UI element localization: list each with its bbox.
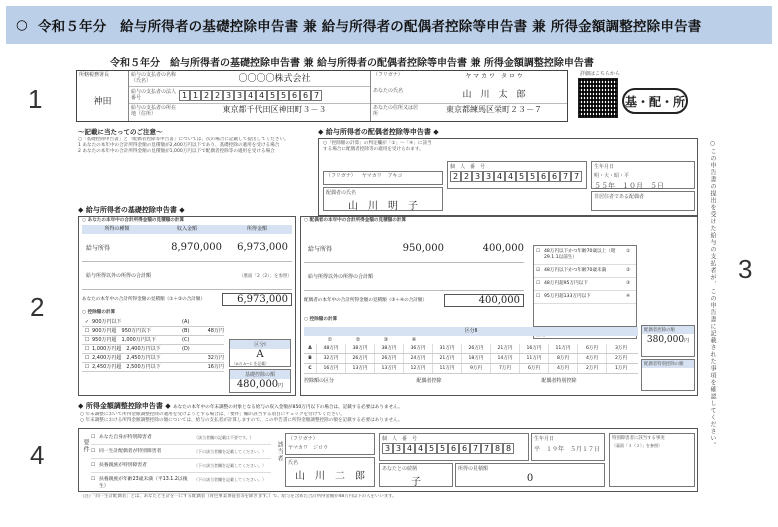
your-name[interactable]: 山 川 太 郎 (462, 90, 526, 100)
table-cell: 6万円 (577, 344, 606, 353)
spouse-number[interactable] (448, 171, 586, 182)
income-range: 900万円以下 (92, 319, 122, 325)
checkbox-icon[interactable]: ☐ (84, 364, 90, 370)
digit-cell[interactable]: 6 (448, 443, 459, 454)
spouse-deduction[interactable]: 380,000 (646, 335, 685, 345)
col-income: 収入金額 (176, 226, 197, 232)
spouse-birth[interactable]: ５５年 １０月 ５日 (594, 182, 664, 190)
basic-calc-head: ○ 控除額の計算 (82, 310, 116, 315)
digit-cell[interactable]: 2 (212, 90, 223, 101)
table-cell: 18万円 (461, 354, 490, 363)
digit-cell[interactable]: 4 (245, 90, 256, 101)
digit-cell[interactable]: 5 (278, 90, 289, 101)
digit-cell[interactable]: 3 (472, 171, 483, 182)
basic-total[interactable]: 6,973,000 (222, 293, 292, 306)
spouse-deduction-label: 配偶者控除の額 (642, 326, 694, 334)
requirement-text: 同一生計配偶者が特別障害者 (99, 449, 162, 454)
requirement-text: あなた自身が特別障害者 (99, 435, 152, 440)
adjust-birth-label: 生年月日 (534, 436, 555, 442)
spouse-salary-label: 給与所得 (308, 246, 333, 253)
adjust-relation[interactable]: 子 (411, 477, 421, 488)
spouse-total-row (304, 291, 524, 309)
table-cell: 32万円 (316, 354, 345, 363)
table-cell: 4万円 (548, 364, 577, 373)
adjust-name-box (285, 457, 375, 487)
digit-cell[interactable]: 8 (492, 443, 503, 454)
digit-cell[interactable]: 5 (437, 443, 448, 454)
judge-text: 48万円以下かつ年齢70歳以上（昭29.1.1以前生） (544, 249, 616, 260)
row-mark: (C) (182, 337, 190, 343)
table-cell: 21万円 (490, 344, 519, 353)
other-note: （裏面「2（2）」を参照） (239, 273, 292, 279)
furigana-value[interactable]: ヤ マ カ ワ タ ロ ウ (465, 73, 523, 80)
judge-mark: ① (626, 249, 631, 254)
adjust-head: ◆ 所得金額調整控除申告書 ◆ (78, 402, 171, 410)
digit-cell[interactable]: 7 (470, 443, 481, 454)
spouse-table-row (304, 354, 638, 364)
basic-calc-row (82, 318, 224, 327)
judge-mark: ③ (626, 281, 631, 286)
row-amount (196, 345, 224, 353)
requirement-text: 扶養親族が特別障害者 (99, 463, 147, 468)
digit-cell[interactable]: 4 (505, 171, 516, 182)
adjust-birth-box (531, 433, 605, 461)
spouse-salary-amount[interactable]: 400,000 (482, 243, 524, 254)
spouse-birth-label: 生年月日 (594, 164, 615, 170)
spouse-birth-era: 明・大・昭・平 (594, 173, 630, 179)
furigana-label: （フリガナ） (373, 72, 403, 78)
salary-income[interactable]: 8,970,000 (171, 242, 222, 253)
table-cell: 24万円 (403, 354, 432, 363)
digit-cell[interactable]: 5 (527, 171, 538, 182)
basic-income-head: ○ あなたの本年中の合計所得金額の見積額の計算 (82, 218, 185, 223)
digit-cell[interactable]: 3 (382, 443, 393, 454)
spouse-furigana-label: （フリガナ） (326, 173, 356, 179)
special-note: （裏面「３（２）」を参照） (612, 443, 662, 448)
checkbox-icon[interactable]: ☐ (84, 346, 90, 352)
adjust-panel (78, 428, 698, 492)
income-range: 1,000万円超 2,400万円以下 (92, 346, 161, 352)
table-cell: 2万円 (577, 364, 606, 373)
table-cell: 6万円 (519, 364, 548, 373)
table-head-label: 区分Ⅱ (464, 328, 478, 334)
basic-deduction-label: 基礎控除の額 (230, 370, 290, 379)
kubun1-box (229, 339, 291, 367)
qr-label: 詳細はこちらから (580, 71, 621, 77)
table-cell: 8万円 (548, 354, 577, 363)
requirement-row (91, 459, 271, 473)
table-cell: 31万円 (432, 344, 461, 353)
spouse-income-panel (300, 216, 698, 396)
spouse-name-box (323, 187, 443, 211)
requirement-checkbox-icon[interactable]: ☐ (91, 449, 96, 454)
digit-cell[interactable]: 4 (256, 90, 267, 101)
employer-addr[interactable]: 東京都千代田区神田町３－３ (222, 105, 327, 114)
spouse-furigana-family[interactable]: ヤマカワ (361, 173, 382, 179)
note-line: 1 あなたの本年中の合計所得金額の見積額が2,400万円以下であり、基礎控除の適用を受ける場合 (78, 143, 280, 148)
digit-cell[interactable]: 5 (267, 90, 278, 101)
judge-checkbox-icon[interactable]: ☐ (536, 294, 541, 299)
spouse-number-box (447, 161, 587, 189)
col-spacer (304, 336, 316, 344)
adjust-heading (78, 401, 698, 411)
other-label: 給与所得以外の所得の合計額 (86, 273, 152, 279)
requirement-row (91, 431, 271, 445)
judge-text: 48万円以下かつ年齢70歳未満 (544, 268, 607, 273)
spouse-special-label: 配偶者特別控除の額 (642, 360, 694, 368)
requirement-note: （下の該当者欄を記載してください。） (194, 477, 266, 482)
spouse-calc-head: ○ 控除額の計算 (304, 317, 338, 322)
office-value[interactable]: 神田 (93, 97, 112, 107)
spouse-calc-table (304, 327, 638, 386)
row-amount (196, 336, 224, 344)
office-label: 所轄税務署長 (79, 72, 110, 78)
digit-cell[interactable]: 7 (571, 171, 582, 182)
spouse-furigana-box (323, 171, 443, 185)
marker-2: 2 (30, 292, 45, 322)
judge-checkbox-icon[interactable]: ☐ (536, 249, 541, 254)
digit-cell[interactable]: 6 (549, 171, 560, 182)
office-cell (77, 71, 129, 121)
digit-cell[interactable]: 3 (223, 90, 234, 101)
table-cell: 9万円 (461, 364, 490, 373)
marker-1: 1 (28, 84, 43, 114)
adjust-number-label: 個 人 番 号 (382, 436, 418, 442)
table-col: ③ (383, 337, 389, 343)
spouse-resident-box (591, 191, 695, 211)
row-mark (182, 354, 196, 362)
digit-cell[interactable]: 4 (494, 171, 505, 182)
table-cell: 16万円 (519, 344, 548, 353)
notes-block (78, 137, 310, 197)
income-range: 2,450万円超 2,500万円以下 (92, 364, 161, 370)
special-head: 特別障害者に該当する事実 (612, 436, 665, 441)
table-cell: 3万円 (606, 344, 635, 353)
corp-number-label: 給与の支払者の法人番号 (131, 89, 177, 101)
table-cell: 11万円 (548, 344, 577, 353)
digit-cell[interactable]: 7 (560, 171, 571, 182)
checkbox-icon[interactable]: ✓ (84, 319, 90, 325)
table-cell: 36万円 (403, 344, 432, 353)
digit-cell[interactable]: 5 (426, 443, 437, 454)
income-range: 950万円超 1,000万円以下 (92, 337, 156, 343)
table-cell: 11万円 (519, 354, 548, 363)
judge-row (534, 291, 636, 304)
spouse-name[interactable]: 山 川 明 子 (348, 201, 418, 212)
employer-name[interactable]: 〇〇〇〇株式会社 (238, 74, 311, 84)
col-amount: 所得金額 (246, 226, 267, 232)
row-mark: (D) (182, 346, 190, 352)
form-title: 令和５年分 給与所得者の基礎控除申告書 兼 給与所得者の配偶者控除等申告書 兼 所得金額調整控除申告書 (110, 58, 594, 69)
spouse-deduction-box (641, 325, 695, 357)
income-range: 2,400万円超 2,450万円以下 (92, 355, 161, 361)
marker-4: 4 (30, 440, 45, 470)
adjust-income-box (455, 463, 605, 487)
spouse-furigana-given[interactable]: アキコ (387, 173, 403, 179)
spouse-salary-income[interactable]: 950,000 (402, 243, 444, 254)
table-cell: 21万円 (432, 354, 461, 363)
qr-code-icon[interactable] (578, 78, 618, 118)
spouse-resident-label: 非居住者である配偶者 (594, 194, 645, 200)
basic-deduction-box (229, 369, 291, 393)
row-mark: (B) (182, 328, 190, 334)
taxpayer-cell (371, 71, 567, 121)
your-addr[interactable]: 東京都練馬区栄町２３－７ (446, 105, 542, 114)
judge-checkbox-icon[interactable]: ☑ (536, 268, 541, 273)
checkbox-icon[interactable]: ☐ (84, 355, 90, 361)
target-label: 該当者 (276, 441, 283, 462)
spouse-table-row (304, 364, 638, 374)
table-cell: 26万円 (345, 354, 374, 363)
kubun1-note: （Aの A～C を記載） (232, 361, 269, 366)
requirement-list (91, 431, 271, 494)
adjust-income[interactable]: 0 (526, 473, 534, 484)
digit-cell[interactable]: 1 (190, 90, 201, 101)
basic-heading: ◆ 給与所得者の基礎控除申告書 ◆ (78, 206, 185, 214)
digit-cell[interactable]: 4 (404, 443, 415, 454)
kubun1-label: 区分Ⅰ (230, 340, 290, 349)
digit-cell[interactable]: 7 (481, 443, 492, 454)
title-banner (6, 6, 772, 44)
category-col: 配偶者控除 (416, 378, 442, 384)
judge-checkbox-icon[interactable]: ☐ (536, 281, 541, 286)
requirement-row (91, 445, 271, 459)
spouse-heading: ◆ 給与所得者の配偶者控除等申告書 ◆ (318, 128, 439, 136)
requirement-note: （下の該当者欄を記載してください。） (194, 463, 266, 468)
adjust-number-box (379, 433, 529, 461)
requirement-note: （下の該当者欄を記載してください。） (194, 449, 266, 454)
digit-cell[interactable]: 6 (289, 90, 300, 101)
row-amount: 16万円 (207, 364, 224, 370)
adjust-notes (80, 412, 700, 424)
basic-calc-row (82, 354, 224, 363)
banner-text: 令和５年分 給与所得者の基礎控除申告書 兼 給与所得者の配偶者控除等申告書 兼 所得金額調整控除申告書 (37, 19, 702, 35)
judge-text: 48万円超95万円以下 (544, 281, 588, 286)
adjust-note: ○ 年末調整において所得金額調整控除の適用を受けようとする場合は、「要件」欄の該当する項目にチェックを付けてください。 (80, 412, 345, 417)
salary-label: 給与所得 (86, 245, 111, 252)
adjust-birth[interactable]: 平 １９年 ５月１７日 (534, 446, 601, 453)
kubun1-value[interactable]: A (256, 349, 264, 360)
digit-cell[interactable]: 1 (179, 90, 190, 101)
table-cell: 14万円 (490, 354, 519, 363)
judge-mark: ② (626, 268, 631, 273)
adjust-furigana-label: （フリガナ） (288, 436, 318, 442)
spouse-total-label: 配偶者の本年中の合計所得金額の見積額（③＋④の合計額） (304, 298, 428, 303)
other-row (82, 262, 292, 290)
table-cell: 7万円 (490, 364, 519, 373)
col-type: 所得の種類 (104, 226, 130, 232)
req-label: 要件 (82, 439, 89, 453)
employer-addr-label: 給与の支払者の所在地（住所） (131, 105, 177, 117)
requirement-checkbox-icon[interactable]: ☐ (91, 463, 96, 468)
row-amount (196, 318, 224, 326)
row-amount: 32万円 (207, 355, 224, 361)
form-type-badge: 基・配・所 (622, 88, 688, 114)
judge-text: 95万円超133万円以下 (544, 294, 591, 299)
digit-cell[interactable]: 5 (516, 171, 527, 182)
table-cell: 26万円 (374, 354, 403, 363)
digit-cell[interactable]: 7 (311, 90, 322, 101)
judge-mark: ④ (626, 294, 631, 299)
digit-cell[interactable]: 3 (234, 90, 245, 101)
category-col: 配偶者特別控除 (541, 378, 577, 384)
judge-row (534, 278, 636, 291)
salary-row (82, 234, 292, 262)
digit-cell[interactable]: 3 (393, 443, 404, 454)
table-cell: 13万円 (345, 364, 374, 373)
spouse-special-box (641, 359, 695, 391)
spouse-income-head: ○ 配偶者の本年中の合計所得金額の見積額の計算 (304, 218, 407, 223)
spouse-birth-box (591, 161, 695, 189)
spouse-info-panel (318, 138, 698, 216)
spouse-table-row (304, 344, 638, 354)
adjust-number[interactable] (380, 443, 528, 454)
row-mark: (A) (182, 319, 190, 325)
adjust-footer: （注）「同一生計配偶者」とは、あなたと生計を一にする配偶者（青色事業専従者等を除きます。）で、給与を含めた合計所得金額が48万円以下の人をいいます。 (80, 494, 397, 499)
spouse-other-label: 給与所得以外の所得の合計額 (308, 274, 374, 280)
table-cell: 26万円 (461, 344, 490, 353)
digit-cell[interactable]: 2 (201, 90, 212, 101)
row-key: C (308, 366, 312, 371)
table-col: ② (355, 337, 361, 343)
basic-calc-row (82, 345, 224, 354)
notes-heading: ～記載に当たってのご注意～ (78, 128, 163, 136)
requirement-checkbox-icon[interactable]: ☐ (91, 477, 96, 482)
adjust-furigana-box (285, 433, 375, 455)
note-line: 2 あなたの本年中の合計所得金額の見積額が1,000万円以下で配偶者控除等の適用を受ける場合 (78, 149, 275, 154)
requirement-note: （該当者欄の記載は不要です。） (194, 435, 254, 440)
digit-cell[interactable]: 6 (538, 171, 549, 182)
requirement-row (91, 473, 271, 494)
spouse-other-row (304, 263, 524, 291)
side-note: ○この申告書の提出を受けた給与の支払者が、この申告書に記載された事項を確認してください。 (709, 140, 716, 449)
table-cell: 48万円 (316, 344, 345, 353)
digit-cell[interactable]: 2 (450, 171, 461, 182)
marker-3: 3 (738, 254, 753, 284)
category-label: 控除額の区分 (304, 378, 335, 384)
judge-row (534, 246, 636, 265)
basic-calc-table (82, 318, 224, 372)
spouse-total[interactable]: 400,000 (444, 294, 524, 307)
yen-unit: 円 (278, 383, 284, 389)
digit-cell[interactable]: 6 (300, 90, 311, 101)
spouse-name-label: 配偶者の氏名 (326, 190, 357, 196)
basic-deduction[interactable]: 480,000 (236, 379, 279, 390)
table-cell: 38万円 (345, 344, 374, 353)
spouse-salary-row (304, 235, 524, 263)
adjust-name[interactable]: 山 川 二 郎 (295, 471, 365, 482)
basic-panel (78, 216, 296, 396)
spouse-table-head (304, 327, 638, 336)
digit-cell[interactable]: 8 (503, 443, 514, 454)
note-line: ○「基礎控除申告書」と「配偶者控除等申告書」については、次の場合に記載して提出してください。 (78, 137, 289, 142)
table-cell: 12万円 (403, 364, 432, 373)
adjust-name-label: 氏名 (288, 460, 299, 466)
digit-cell[interactable]: 3 (483, 171, 494, 182)
adjust-relation-box (379, 463, 453, 487)
adjust-note: ○ 年末調整における所得金額調整控除の額については、給与の支払者が計算しますので、この申告書に所得金額調整控除の額を記載する必要はありません。 (80, 418, 403, 423)
table-col: ④ (411, 337, 417, 343)
spouse-yen: 円 (684, 338, 690, 344)
judge-row (534, 265, 636, 278)
adjust-furigana[interactable]: ヤマカワ ジロウ (288, 445, 329, 451)
basic-calc-row (82, 327, 224, 336)
row-mark (182, 363, 196, 371)
salary-amount[interactable]: 6,973,000 (237, 242, 288, 253)
basic-calc-row (82, 363, 224, 372)
requirement-text: 扶養親族が年齢23歳未満（平13.1.2以後生） (99, 477, 188, 489)
your-name-label: あなたの氏名 (373, 88, 404, 94)
spouse-table-cols (304, 336, 638, 344)
table-col: ① (327, 337, 333, 343)
basic-calc-row (82, 336, 224, 345)
spouse-note: ○「控除額の計算」の判定欄が「①」～「④」に該当する場合に配偶者控除等の適用を受けられます。 (323, 141, 432, 152)
table-cell: 16万円 (316, 364, 345, 373)
adjust-relation-label: あなたとの続柄 (382, 466, 418, 472)
your-addr-label: あなたの住所又は居所 (373, 105, 419, 117)
banner-circle: ○ (16, 17, 28, 33)
digit-cell[interactable]: 4 (415, 443, 426, 454)
special-fact-box (609, 433, 695, 487)
spouse-judge-box (533, 245, 637, 327)
table-cell: 13万円 (374, 364, 403, 373)
checkbox-icon[interactable]: ☐ (84, 328, 90, 334)
spouse-number-label: 個 人 番 号 (450, 164, 486, 170)
table-cell: 4万円 (577, 354, 606, 363)
row-key: B (308, 356, 312, 361)
table-cell: 38万円 (374, 344, 403, 353)
basic-col-header (82, 225, 292, 234)
row-key: A (308, 346, 312, 351)
employer-cell (129, 71, 371, 121)
category-row (304, 376, 638, 386)
basic-total-label: あなたの本年中の合計所得金額の見積額（①＋②の合計額） (82, 297, 206, 302)
requirement-checkbox-icon[interactable]: ☐ (91, 435, 96, 440)
digit-cell[interactable]: 6 (459, 443, 470, 454)
adjust-head-note: あなたの本年中の年末調整の対象となる給与の収入金額が850万円以下の場合は、記載する必要はありません。 (173, 405, 403, 410)
employer-name-label: 給与の支払者の名称（氏名） (131, 72, 177, 84)
income-range: 900万円超 950万円以下 (92, 328, 152, 334)
corp-number[interactable] (179, 90, 322, 101)
table-cell: 1万円 (606, 364, 635, 373)
table-cell: 2万円 (606, 354, 635, 363)
adjust-income-label: 所得の見積額 (458, 466, 489, 472)
table-cell: 11万円 (432, 364, 461, 373)
digit-cell[interactable]: 2 (461, 171, 472, 182)
row-amount: 48万円 (207, 328, 224, 334)
checkbox-icon[interactable]: ☐ (84, 337, 90, 343)
header-block (76, 70, 568, 122)
basic-total-row (82, 290, 292, 308)
